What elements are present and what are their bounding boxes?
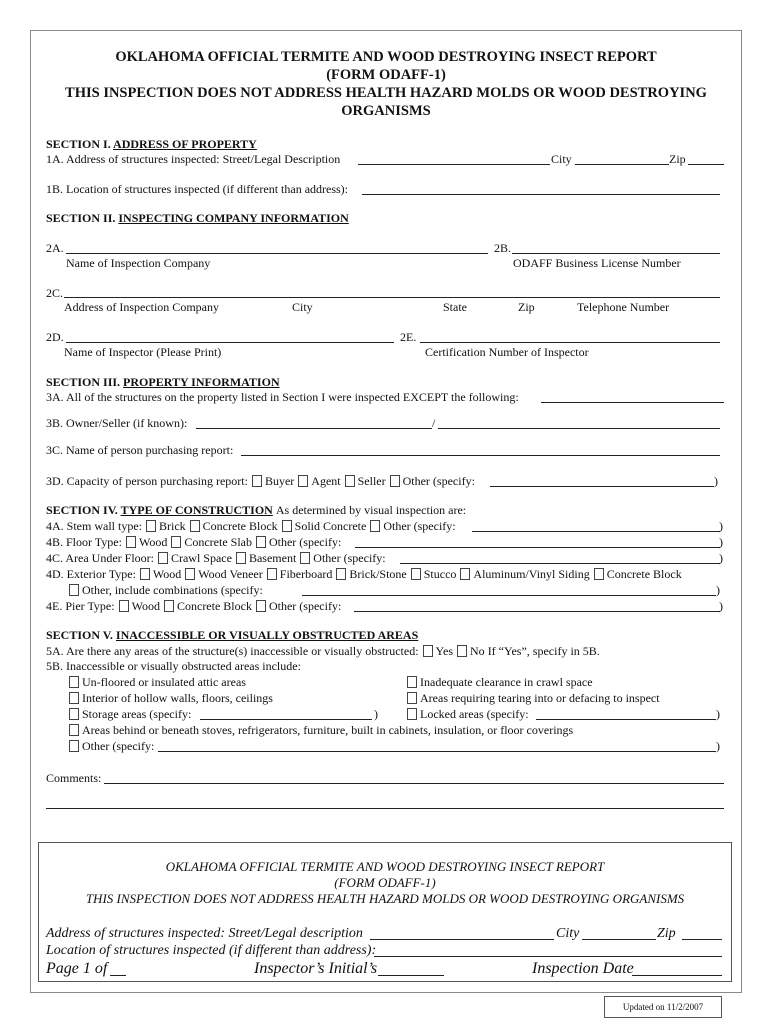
- pier-other-checkbox[interactable]: [256, 600, 266, 612]
- q2a-caption: Name of Inspection Company: [66, 256, 211, 270]
- other-capacity-checkbox[interactable]: [390, 475, 400, 487]
- ext-wood-label: Wood: [152, 567, 182, 581]
- footer-location-label: Location of structures inspected (if different than address):: [46, 943, 377, 958]
- section-4-heading: [46, 503, 466, 517]
- pier-concrete-block-checkbox[interactable]: [164, 600, 174, 612]
- q5a-label: 5A. Are there any areas of the structure(s) inaccessible or visually obstructed:: [46, 644, 419, 658]
- q1b-label: 1B. Location of structures inspected (if different than address):: [46, 182, 349, 196]
- certification-number-field[interactable]: [420, 331, 720, 343]
- footer-location-field[interactable]: [374, 945, 722, 957]
- interior-label: Interior of hollow walls, floors, ceilings: [82, 691, 273, 705]
- ext-wood-veneer-label: Wood Veneer: [198, 567, 263, 581]
- inadequate-checkbox[interactable]: [407, 676, 417, 688]
- under-floor-other-field[interactable]: [400, 552, 720, 564]
- section-4-prefix: SECTION IV.: [46, 503, 118, 517]
- interior-checkbox[interactable]: [69, 692, 79, 704]
- basement-checkbox[interactable]: [236, 552, 246, 564]
- comments-field-line-2[interactable]: [46, 797, 724, 809]
- q2d-caption: Name of Inspector (Please Print): [64, 345, 222, 359]
- ext-brick-stone-checkbox[interactable]: [336, 568, 346, 580]
- section-2-title: INSPECTING COMPANY INFORMATION: [118, 211, 349, 225]
- storage-field[interactable]: [200, 708, 372, 720]
- q1a-zip-label: Zip: [669, 152, 686, 166]
- q4b-close: ): [719, 535, 723, 549]
- floor-wood-label: Wood: [138, 535, 168, 549]
- storage-checkbox[interactable]: [69, 708, 79, 720]
- q2c-caption-state: State: [443, 300, 467, 314]
- under-floor-other-label: Other (specify:: [313, 551, 386, 565]
- q2e-caption: Certification Number of Inspector: [425, 345, 589, 359]
- obstructed-no-label: No: [470, 644, 485, 658]
- ext-other-field[interactable]: [302, 584, 716, 596]
- stem-other-label: Other (specify:: [383, 519, 456, 533]
- owner-field[interactable]: [196, 417, 432, 429]
- stem-brick-checkbox[interactable]: [146, 520, 156, 532]
- ext-stucco-checkbox[interactable]: [411, 568, 421, 580]
- section-2-prefix: SECTION II.: [46, 211, 116, 225]
- ext-fiberboard-label: Fiberboard: [279, 567, 333, 581]
- ext-wood-veneer-checkbox[interactable]: [185, 568, 195, 580]
- section-1-prefix: SECTION I.: [46, 137, 111, 151]
- stem-brick-label: Brick: [159, 519, 186, 533]
- locked-field[interactable]: [536, 708, 716, 720]
- section-3-heading: [46, 375, 280, 389]
- q3d-row: [46, 474, 475, 488]
- seller-checkbox[interactable]: [345, 475, 355, 487]
- tearing-row: [406, 691, 660, 705]
- agent-label: Agent: [311, 474, 341, 488]
- stem-concrete-block-checkbox[interactable]: [190, 520, 200, 532]
- tearing-label: Areas requiring tearing into or defacing to inspect: [420, 691, 660, 705]
- q5a-note: If “Yes”, specify in 5B.: [487, 644, 600, 658]
- obstructed-yes-checkbox[interactable]: [423, 645, 433, 657]
- q4d-label: 4D. Exterior Type:: [46, 567, 136, 581]
- buyer-label: Buyer: [264, 474, 295, 488]
- comments-label: Comments:: [46, 771, 102, 785]
- pier-wood-label: Wood: [131, 599, 160, 613]
- footer-city-label: City: [556, 926, 580, 941]
- q2c-label: 2C.: [46, 286, 64, 300]
- unfloored-label: Un-floored or insulated attic areas: [82, 675, 246, 689]
- other-capacity-field[interactable]: [490, 475, 714, 487]
- floor-slab-checkbox[interactable]: [171, 536, 181, 548]
- ext-brick-stone-label: Brick/Stone: [349, 567, 407, 581]
- other-area-row: [68, 739, 154, 753]
- section-5-heading: [46, 628, 418, 642]
- pier-other-field[interactable]: [354, 600, 720, 612]
- section-4-title: TYPE OF CONSTRUCTION: [120, 503, 273, 517]
- other-area-checkbox[interactable]: [69, 740, 79, 752]
- footer-page-total-field[interactable]: [110, 964, 126, 976]
- floor-slab-label: Concrete Slab: [184, 535, 252, 549]
- q4e-row: [46, 599, 341, 613]
- q4a-row: [46, 519, 456, 533]
- section-5-title: INACCESSIBLE OR VISUALLY OBSTRUCTED AREAS: [115, 628, 419, 642]
- locked-row: [406, 707, 529, 721]
- q2a-label: 2A.: [46, 241, 64, 255]
- locked-close: ): [716, 707, 720, 721]
- buyer-checkbox[interactable]: [252, 475, 262, 487]
- ext-fiberboard-checkbox[interactable]: [267, 568, 277, 580]
- stem-concrete-block-label: Concrete Block: [202, 519, 278, 533]
- ext-concrete-block-checkbox[interactable]: [594, 568, 604, 580]
- unfloored-row: [68, 675, 246, 689]
- form-number: (FORM ODAFF-1): [326, 67, 446, 83]
- q4a-close: ): [719, 519, 723, 533]
- section-5-prefix: SECTION V.: [46, 628, 113, 642]
- q4c-close: ): [719, 551, 723, 565]
- comments-field-line-1[interactable]: [104, 772, 724, 784]
- section-4-note: As determined by visual inspection are:: [275, 503, 467, 517]
- q3d-close: ): [714, 474, 718, 488]
- q3a-label: 3A. All of the structures on the property listed in Section I were inspected EXCEPT the following:: [46, 390, 519, 404]
- inadequate-label: Inadequate clearance in crawl space: [420, 675, 593, 689]
- obstructed-no-checkbox[interactable]: [457, 645, 467, 657]
- footer-address-label: Address of structures inspected: Street/Legal description: [46, 926, 363, 941]
- license-number-field[interactable]: [512, 242, 720, 254]
- excepted-structures-field[interactable]: [541, 391, 724, 403]
- q2b-caption: ODAFF Business License Number: [513, 256, 681, 270]
- other-capacity-label: Other (specify:: [402, 474, 475, 488]
- other-area-label: Other (specify:: [82, 739, 155, 753]
- footer-zip-field[interactable]: [682, 928, 722, 940]
- form-disclaimer-cont: ORGANISMS: [341, 103, 431, 119]
- q2c-caption-phone: Telephone Number: [577, 300, 670, 314]
- q5b-label: 5B. Inaccessible or visually obstructed areas include:: [46, 659, 301, 673]
- inadequate-row: [406, 675, 593, 689]
- section-2-heading: [46, 211, 349, 225]
- q2c-caption-zip: Zip: [518, 300, 535, 314]
- purchaser-name-field[interactable]: [241, 444, 720, 456]
- seller-label: Seller: [357, 474, 386, 488]
- storage-close: ): [374, 707, 378, 721]
- stem-other-field[interactable]: [472, 520, 720, 532]
- floor-other-checkbox[interactable]: [256, 536, 266, 548]
- form-disclaimer: THIS INSPECTION DOES NOT ADDRESS HEALTH HAZARD MOLDS OR WOOD DESTROYING: [65, 85, 707, 101]
- company-address-field[interactable]: [64, 286, 720, 298]
- obstructed-yes-label: Yes: [435, 644, 454, 658]
- floor-other-field[interactable]: [355, 536, 720, 548]
- storage-row: [68, 707, 191, 721]
- behind-checkbox[interactable]: [69, 724, 79, 736]
- under-floor-other-checkbox[interactable]: [300, 552, 310, 564]
- ext-siding-checkbox[interactable]: [460, 568, 470, 580]
- pier-wood-checkbox[interactable]: [119, 600, 129, 612]
- storage-label: Storage areas (specify:: [82, 707, 192, 721]
- q2b-label: 2B.: [494, 241, 512, 255]
- pier-concrete-block-label: Concrete Block: [176, 599, 252, 613]
- q2d-label: 2D.: [46, 330, 64, 344]
- footer-disclaimer: THIS INSPECTION DOES NOT ADDRESS HEALTH HAZARD MOLDS OR WOOD DESTROYING ORGANISMS: [85, 891, 685, 906]
- ext-wood-checkbox[interactable]: [140, 568, 150, 580]
- behind-row: [68, 723, 573, 737]
- stem-solid-concrete-checkbox[interactable]: [282, 520, 292, 532]
- section-3-title: PROPERTY INFORMATION: [123, 375, 280, 389]
- footer-initials-field[interactable]: [378, 964, 444, 976]
- ext-stucco-label: Stucco: [423, 567, 457, 581]
- tearing-checkbox[interactable]: [407, 692, 417, 704]
- basement-label: Basement: [248, 551, 297, 565]
- locked-checkbox[interactable]: [407, 708, 417, 720]
- inspector-name-field[interactable]: [66, 331, 394, 343]
- seller-field[interactable]: [438, 417, 720, 429]
- footer-initials-label: Inspector’s Initial’s: [254, 960, 378, 977]
- q5a-row: [46, 644, 600, 658]
- footer-date-field[interactable]: [632, 964, 722, 976]
- stem-other-checkbox[interactable]: [370, 520, 380, 532]
- q4e-label: 4E. Pier Type:: [46, 599, 115, 613]
- floor-wood-checkbox[interactable]: [126, 536, 136, 548]
- ext-siding-label: Aluminum/Vinyl Siding: [473, 567, 590, 581]
- ext-other-label: Other, include combinations (specify:: [82, 583, 263, 597]
- floor-other-label: Other (specify:: [268, 535, 342, 549]
- street-legal-field[interactable]: [358, 153, 550, 165]
- q2c-caption-city: City: [292, 300, 313, 314]
- crawl-space-checkbox[interactable]: [158, 552, 168, 564]
- footer-page-label: Page 1 of: [46, 960, 108, 977]
- other-area-field[interactable]: [158, 740, 716, 752]
- footer-city-field[interactable]: [582, 928, 656, 940]
- q4b-label: 4B. Floor Type:: [46, 535, 122, 549]
- unfloored-checkbox[interactable]: [69, 676, 79, 688]
- crawl-space-label: Crawl Space: [170, 551, 232, 565]
- q3b-label: 3B. Owner/Seller (if known):: [46, 416, 188, 430]
- q2c-caption-address: Address of Inspection Company: [64, 300, 219, 314]
- q4a-label: 4A. Stem wall type:: [46, 519, 142, 533]
- q4e-close: ): [719, 599, 723, 613]
- form-title: OKLAHOMA OFFICIAL TERMITE AND WOOD DESTROYING INSECT REPORT: [115, 49, 657, 65]
- section-3-prefix: SECTION III.: [46, 375, 121, 389]
- owner-separator: /: [432, 416, 436, 430]
- q4d-close: ): [716, 583, 720, 597]
- q4d-row: [46, 567, 682, 581]
- section-1-heading: [46, 137, 257, 151]
- footer-form-number: (FORM ODAFF-1): [334, 875, 436, 890]
- other-area-close: ): [716, 739, 720, 753]
- footer-zip-label: Zip: [657, 926, 676, 941]
- q4c-row: [46, 551, 386, 565]
- behind-label: Areas behind or beneath stoves, refrigerators, furniture, built in cabinets, insulation, or floor coverings: [82, 723, 574, 737]
- footer-address-field[interactable]: [370, 928, 554, 940]
- q3c-label: 3C. Name of person purchasing report:: [46, 443, 234, 457]
- q2e-label: 2E.: [400, 330, 417, 344]
- footer-date-label: Inspection Date: [532, 960, 634, 977]
- q4c-label: 4C. Area Under Floor:: [46, 551, 154, 565]
- city-field[interactable]: [575, 153, 669, 165]
- q1a-label: 1A. Address of structures inspected: Street/Legal Description: [46, 152, 341, 166]
- interior-row: [68, 691, 273, 705]
- q4b-row: [46, 535, 341, 549]
- updated-stamp: Updated on 11/2/2007: [604, 996, 722, 1018]
- zip-field[interactable]: [688, 153, 724, 165]
- stem-solid-concrete-label: Solid Concrete: [294, 519, 367, 533]
- q1a-city-label: City: [551, 152, 572, 166]
- ext-other-checkbox[interactable]: [69, 584, 79, 596]
- footer-title: OKLAHOMA OFFICIAL TERMITE AND WOOD DESTROYING INSECT REPORT: [165, 859, 605, 874]
- company-name-field[interactable]: [66, 242, 488, 254]
- alt-location-field[interactable]: [362, 183, 720, 195]
- ext-concrete-block-label: Concrete Block: [606, 567, 682, 581]
- section-1-title: ADDRESS OF PROPERTY: [113, 137, 257, 151]
- q3d-label: 3D. Capacity of person purchasing report:: [46, 474, 248, 488]
- pier-other-label: Other (specify:: [268, 599, 342, 613]
- agent-checkbox[interactable]: [298, 475, 308, 487]
- q4d-other-row: [68, 583, 263, 597]
- locked-label: Locked areas (specify:: [420, 707, 529, 721]
